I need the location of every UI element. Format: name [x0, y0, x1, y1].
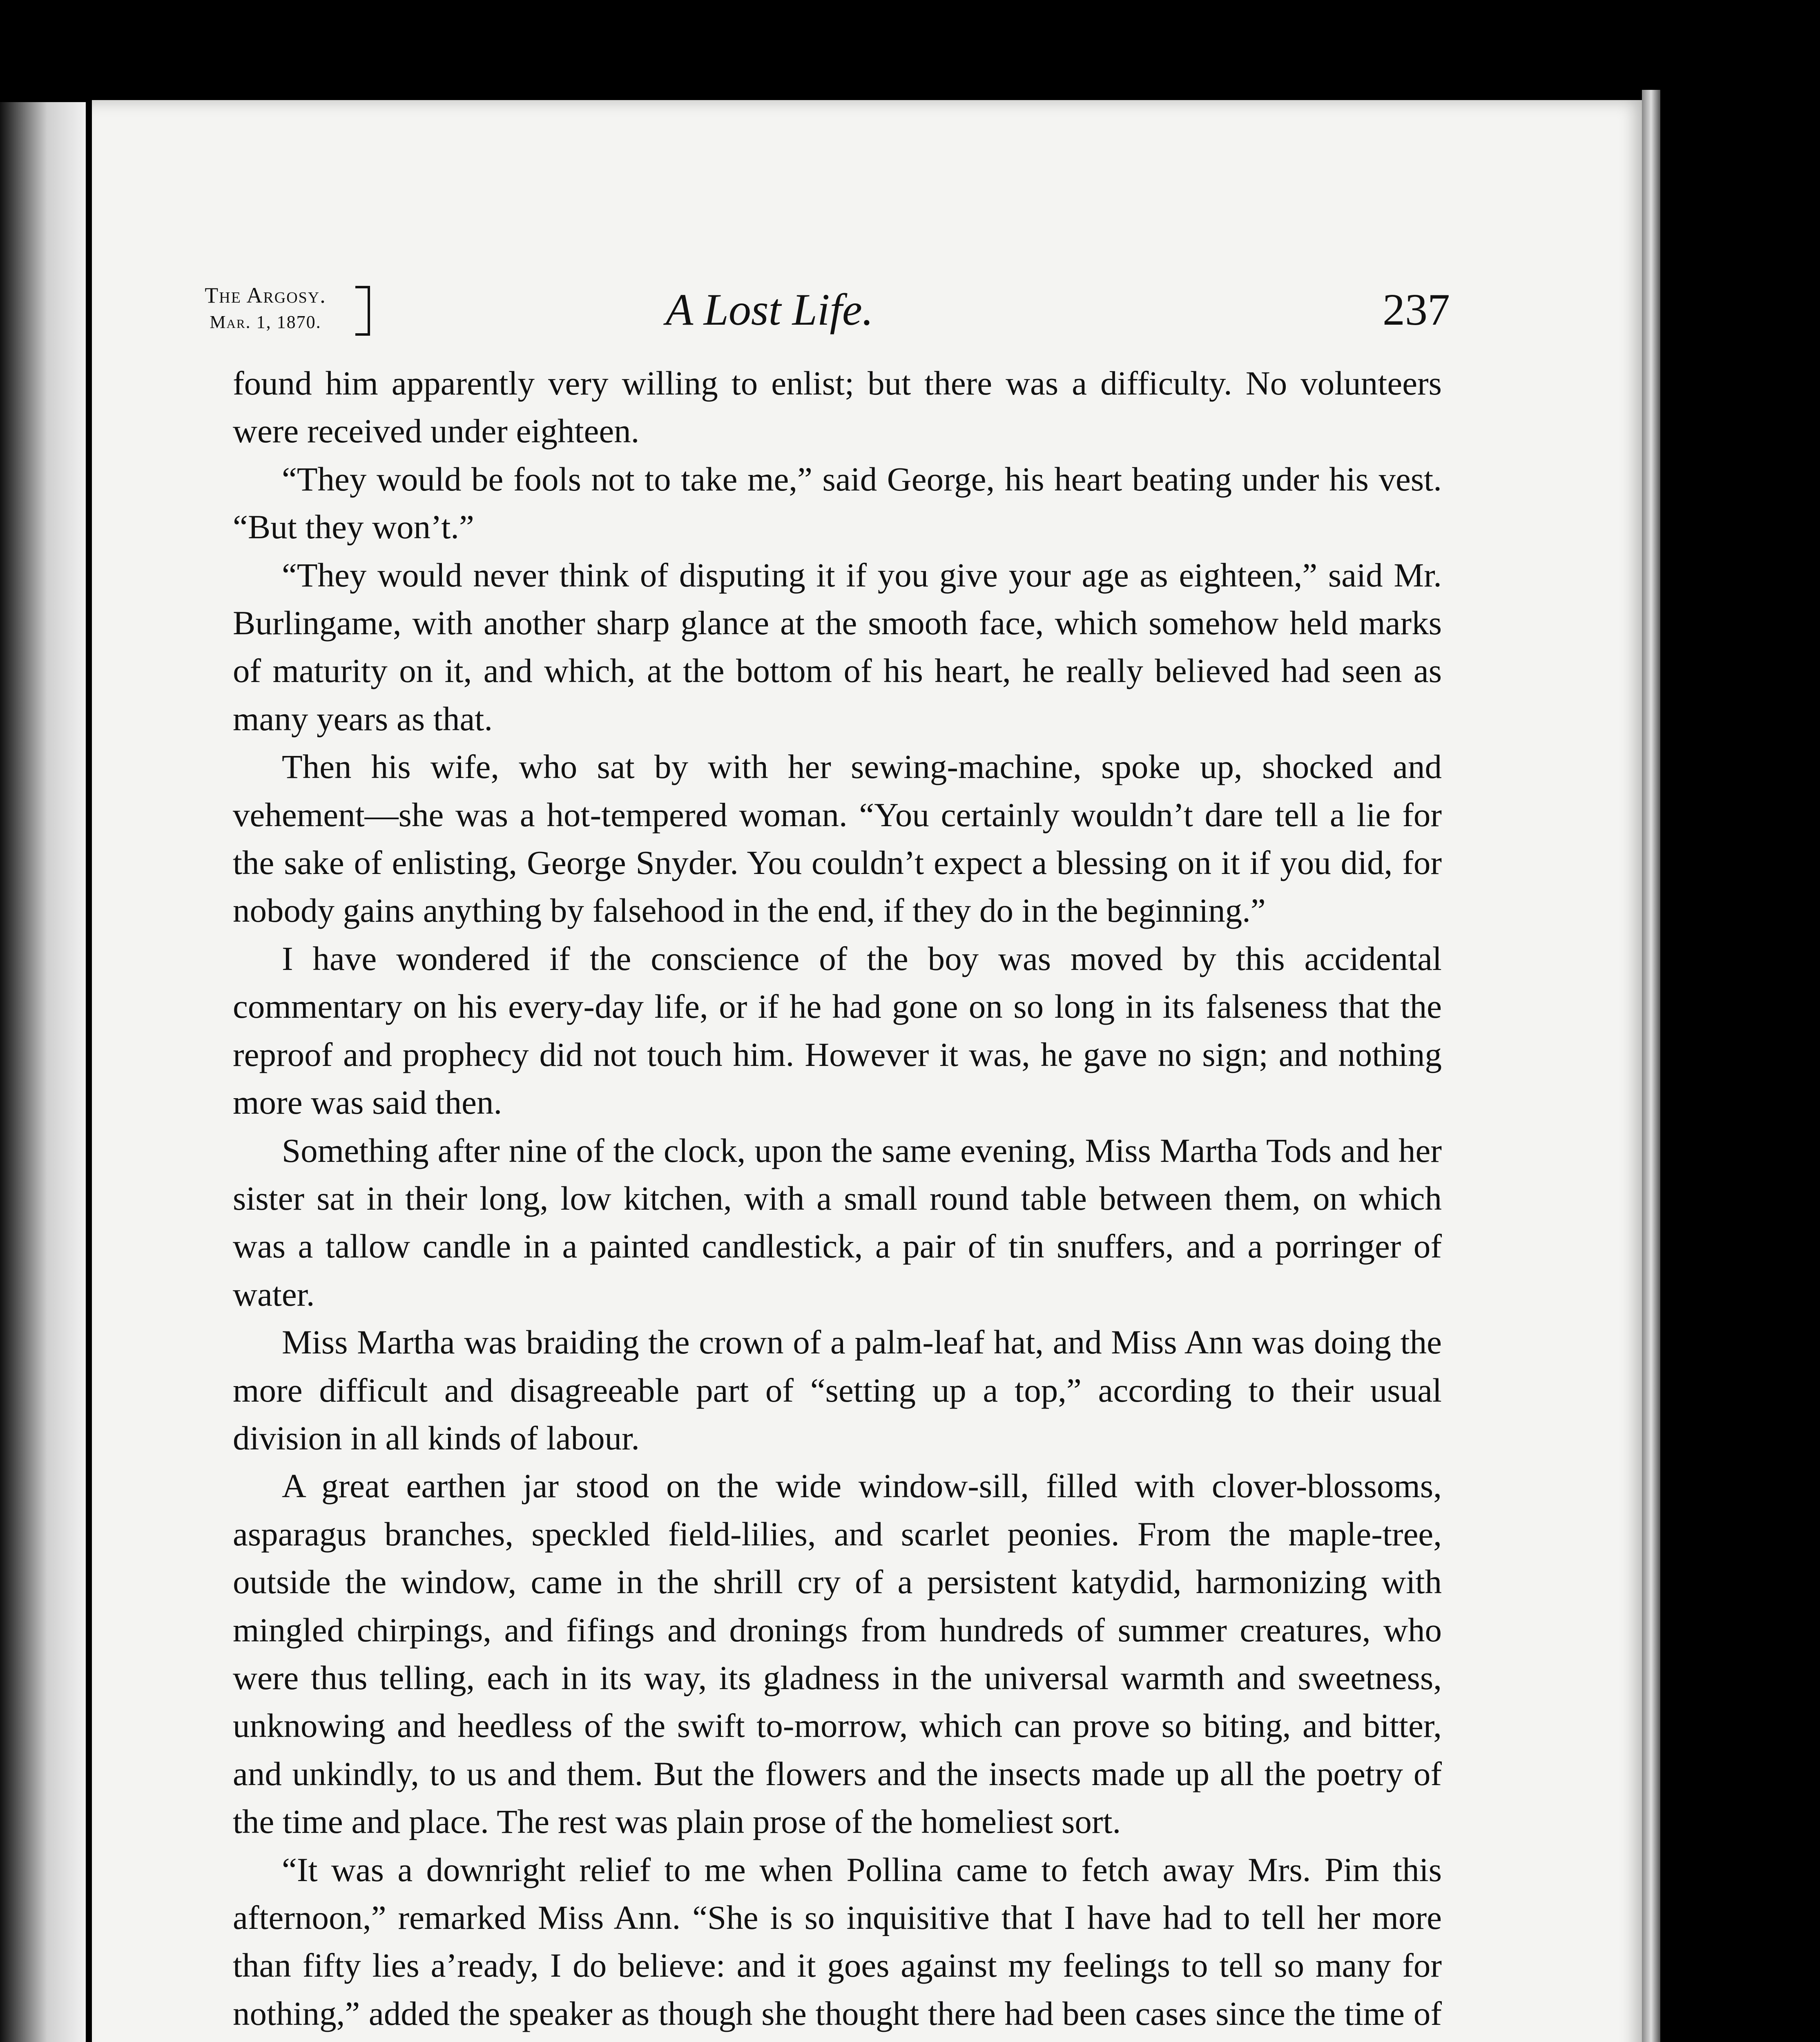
paragraph: Miss Martha was braiding the crown of a palm-leaf hat, and Miss Ann was doing the more difficult and disagreeable part of “setting up a top,” according to their usual division in all kinds of labour.	[233, 1323, 1442, 1457]
paragraph: Then his wife, who sat by with her sewing-machine, spoke up, shocked and vehement—she was a hot-tempered woman. “You certainly wouldn’t dare tell a lie for the sake of enlisting, George Snyder. You couldn’t expect a blessing on it if you did, for nobody gains anything by falsehood in the end, if they do in the beginning.”	[233, 748, 1442, 930]
body-text	[233, 359, 1442, 2042]
publication-name: The Argosy.	[205, 283, 326, 308]
paragraph: A great earthen jar stood on the wide window-sill, filled with clover-blossoms, asparagus branches, speckled field-lilies, and scarlet peonies. From the maple-tree, outside the window, came in the shrill cry of a persistent katydid, harmonizing with mingled chirpings, and fifings and dronings from hundreds of summer creatures, who were thus telling, each in its way, its gladness in the universal warmth and sweetness, unknowing and heedless of the swift to-morrow, which can prove so biting, and bitter, and unkindly, to us and them. But the flowers and the insects made up all the poetry of the time and place. The rest was plain prose of the homeliest sort.	[233, 1467, 1442, 1841]
publication-date: Mar. 1, 1870.	[210, 312, 321, 332]
paragraph: found him apparently very willing to enlist; but there was a difficulty. No volunteers were received under eighteen.	[233, 364, 1442, 450]
page-header	[176, 282, 1450, 363]
page-number: 237	[1383, 285, 1450, 334]
running-head	[176, 282, 355, 336]
previous-page-edge	[0, 102, 86, 2042]
paragraph: Something after nine of the clock, upon the same evening, Miss Martha Tods and her sister sat in their long, low kitchen, with a small round table between them, on which was a tallow candle in a painted candlestick, a pair of tin snuffers, and a porringer of water.	[233, 1131, 1442, 1313]
page-fore-edge	[1642, 90, 1660, 2042]
header-bracket	[355, 286, 370, 336]
paragraph: “It was a downright relief to me when Pollina came to fetch away Mrs. Pim this afternoon,” remarked Miss Ann. “She is so inquisitive that I have had to tell her more than fifty lies a’ready, I do believe: and it goes against my feelings to tell so many for nothing,” added the speaker as though she thought there had been cases since the time of	[233, 1850, 1442, 2032]
paragraph: “They would be fools not to take me,” said George, his heart beating under his vest. “But they won’t.”	[233, 460, 1442, 546]
paragraph: “They would never think of disputing it if you give your age as eighteen,” said Mr. Burlingame, with another sharp glance at the smooth face, which somehow held marks of maturity on it, and which, at the bottom of his heart, he really believed had seen as many years as that.	[233, 556, 1442, 738]
paragraph: I have wondered if the conscience of the boy was moved by this accidental commentary on his every-day life, or if he had gone on so long in its falseness that the reproof and prophecy did not touch him. However it was, he gave no sign; and nothing more was said then.	[233, 939, 1442, 1121]
page-title: A Lost Life.	[666, 285, 874, 334]
